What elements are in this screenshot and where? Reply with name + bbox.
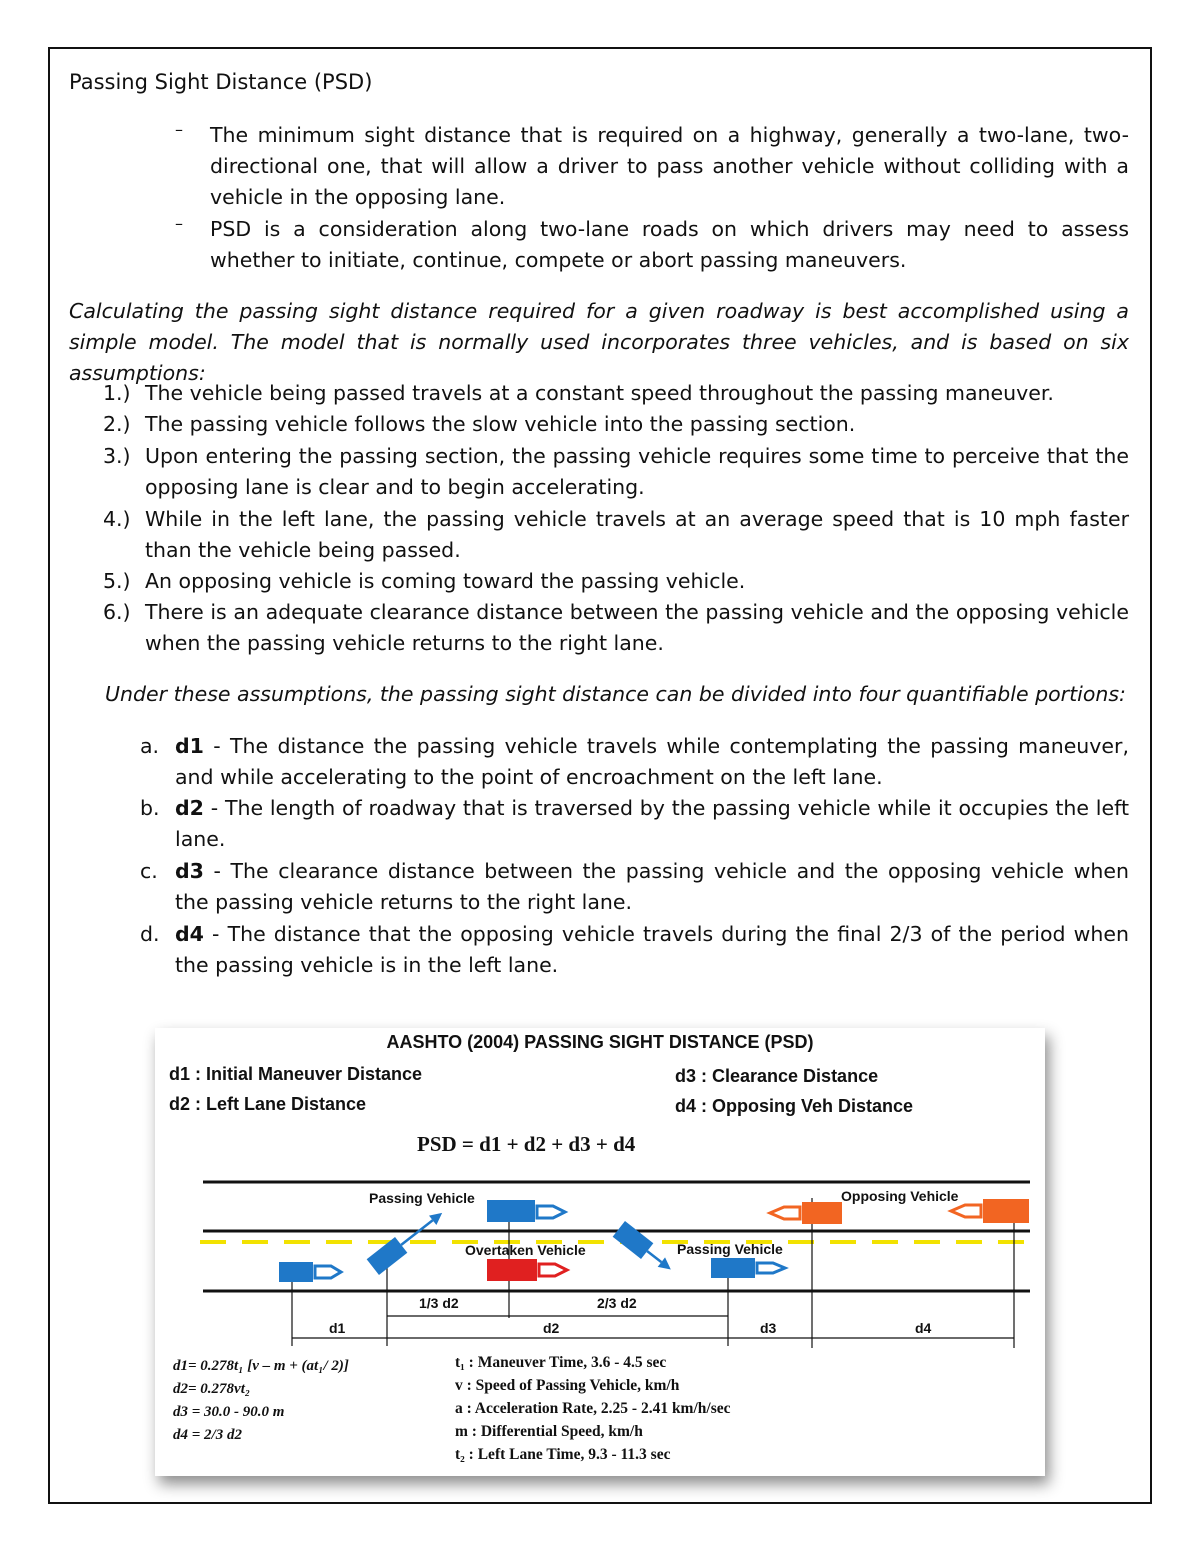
list-marker: 6.) — [103, 600, 131, 624]
passing-vehicle-merging — [367, 1205, 449, 1275]
label-overtaken-vehicle: Overtaken Vehicle — [465, 1242, 586, 1258]
label-opposing-vehicle: Opposing Vehicle — [841, 1188, 959, 1204]
legend-d3: d3 : Clearance Distance — [675, 1066, 879, 1086]
opposing-vehicle-arrow — [951, 1205, 981, 1217]
assumption-item — [103, 566, 1129, 597]
overtaken-vehicle — [487, 1259, 537, 1281]
passing-vehicle-left-lane — [487, 1200, 535, 1222]
passing-vehicle-arrow — [315, 1266, 341, 1278]
list-marker: 2.) — [103, 412, 131, 436]
assumption-item — [103, 378, 1129, 409]
portion-item — [140, 856, 1129, 918]
assumption-text: Upon entering the passing section, the passing vehicle requires some time to perceive that the opposing lane is clear and to begin accelerating. — [145, 444, 1129, 499]
passing-vehicle-end — [711, 1258, 755, 1278]
list-marker: 1.) — [103, 381, 131, 405]
legend-d2: d2 : Left Lane Distance — [169, 1094, 367, 1114]
bullet-text: The minimum sight distance that is required on a highway, generally a two-lane, two-directional one, that will allow a driver to pass another vehicle without colliding with a vehicle in the opposing lane. — [210, 123, 1129, 209]
list-marker: a. — [140, 734, 160, 758]
list-marker: 4.) — [103, 507, 131, 531]
list-marker: d. — [140, 922, 160, 946]
assumption-text: The passing vehicle follows the slow vehicle into the passing section. — [145, 412, 856, 436]
assumption-text: The vehicle being passed travels at a constant speed throughout the passing maneuver. — [145, 381, 1054, 405]
legend-d4: d4 : Opposing Veh Distance — [675, 1096, 914, 1116]
portion-term: d4 — [175, 922, 204, 946]
variable-v: v : Speed of Passing Vehicle, km/h — [455, 1377, 680, 1394]
assumption-item — [103, 409, 1129, 440]
model-intro-paragraph: Calculating the passing sight distance required for a given roadway is best accomplished using a simple model. The model that is normally used incorporates three vehicles, and is based on six assumptions: — [69, 299, 1129, 385]
opposing-vehicle-far — [983, 1199, 1029, 1223]
portion-text: - The distance that the opposing vehicle travels during the final 2/3 of the period when the passing vehicle is in the left lane. — [175, 922, 1129, 977]
legend-d1: d1 : Initial Maneuver Distance — [169, 1064, 423, 1084]
equation-d3: d3 = 30.0 - 90.0 m — [173, 1404, 285, 1420]
psd-formula: PSD = d1 + d2 + d3 + d4 — [417, 1132, 636, 1156]
assumption-text: There is an adequate clearance distance between the passing vehicle and the opposing vehicle when the passing vehicle returns to the right lane. — [145, 600, 1129, 655]
opposing-vehicle-near — [802, 1202, 842, 1224]
overtaken-vehicle-arrow — [539, 1264, 567, 1276]
assumption-text: An opposing vehicle is coming toward the passing vehicle. — [145, 569, 746, 593]
label-two-third-d2: 2/3 d2 — [597, 1295, 637, 1311]
passing-vehicle-returning — [613, 1221, 677, 1277]
label-d1: d1 — [329, 1320, 346, 1336]
figure-title: AASHTO (2004) PASSING SIGHT DISTANCE (PSD) — [386, 1032, 814, 1052]
portion-text: - The length of roadway that is traversed by the passing vehicle while it occupies the left lane. — [175, 796, 1129, 851]
passing-vehicle-arrow — [757, 1263, 785, 1273]
label-passing-vehicle-end: Passing Vehicle — [677, 1241, 783, 1257]
portions-intro-paragraph: Under these assumptions, the passing sight distance can be divided into four quantifiable portions: — [105, 682, 1126, 706]
portion-text: - The clearance distance between the passing vehicle and the opposing vehicle when the passing vehicle returns to the right lane. — [175, 859, 1129, 914]
label-d2: d2 — [543, 1320, 560, 1336]
portion-item — [140, 731, 1129, 793]
variable-a: a : Acceleration Rate, 2.25 - 2.41 km/h/sec — [455, 1400, 731, 1417]
equation-d2: d2= 0.278vt₂ — [173, 1381, 251, 1397]
assumption-item — [103, 504, 1129, 566]
psd-diagram-figure — [155, 1028, 1045, 1476]
variable-t1: t₁ : Maneuver Time, 3.6 - 4.5 sec — [455, 1354, 667, 1371]
return-arrow — [647, 1251, 661, 1262]
portion-item — [140, 919, 1129, 981]
passing-vehicle-start — [279, 1262, 313, 1282]
opposing-vehicle-arrow — [770, 1207, 800, 1219]
variable-t2: t₂ : Left Lane Time, 9.3 - 11.3 sec — [455, 1446, 671, 1463]
assumption-item — [103, 597, 1129, 659]
list-marker: c. — [140, 859, 158, 883]
label-d3: d3 — [760, 1320, 777, 1336]
assumption-item — [103, 441, 1129, 503]
list-marker: b. — [140, 796, 160, 820]
equation-d1: d1= 0.278t₁ [v – m + (at₁/ 2)] — [173, 1358, 349, 1374]
definition-bullet — [175, 120, 1129, 213]
label-d4: d4 — [915, 1320, 932, 1336]
bullet-marker: – — [175, 120, 183, 139]
portion-term: d1 — [175, 734, 204, 758]
variable-m: m : Differential Speed, km/h — [455, 1423, 643, 1440]
portion-term: d3 — [175, 859, 204, 883]
passing-vehicle-returning-body — [613, 1221, 654, 1259]
passing-vehicle-arrow — [537, 1206, 565, 1218]
label-one-third-d2: 1/3 d2 — [419, 1295, 459, 1311]
bullet-text: PSD is a consideration along two-lane roads on which drivers may need to assess whether to initiate, continue, compete or abort passing maneuvers. — [210, 217, 1129, 272]
definition-bullet — [175, 214, 1129, 276]
equation-d4: d4 = 2/3 d2 — [173, 1427, 242, 1443]
assumption-text: While in the left lane, the passing vehicle travels at an average speed that is 10 mph faster than the vehicle being passed. — [145, 507, 1129, 562]
dimension-lines — [292, 1198, 1014, 1348]
list-marker: 5.) — [103, 569, 131, 593]
bullet-marker: – — [175, 214, 183, 233]
portion-term: d2 — [175, 796, 204, 820]
page-title: Passing Sight Distance (PSD) — [69, 70, 373, 94]
portion-item — [140, 793, 1129, 855]
label-passing-vehicle: Passing Vehicle — [369, 1190, 475, 1206]
list-marker: 3.) — [103, 444, 131, 468]
portion-text: - The distance the passing vehicle travels while contemplating the passing maneuver, and while accelerating to the point of encroachment on the left lane. — [175, 734, 1129, 789]
